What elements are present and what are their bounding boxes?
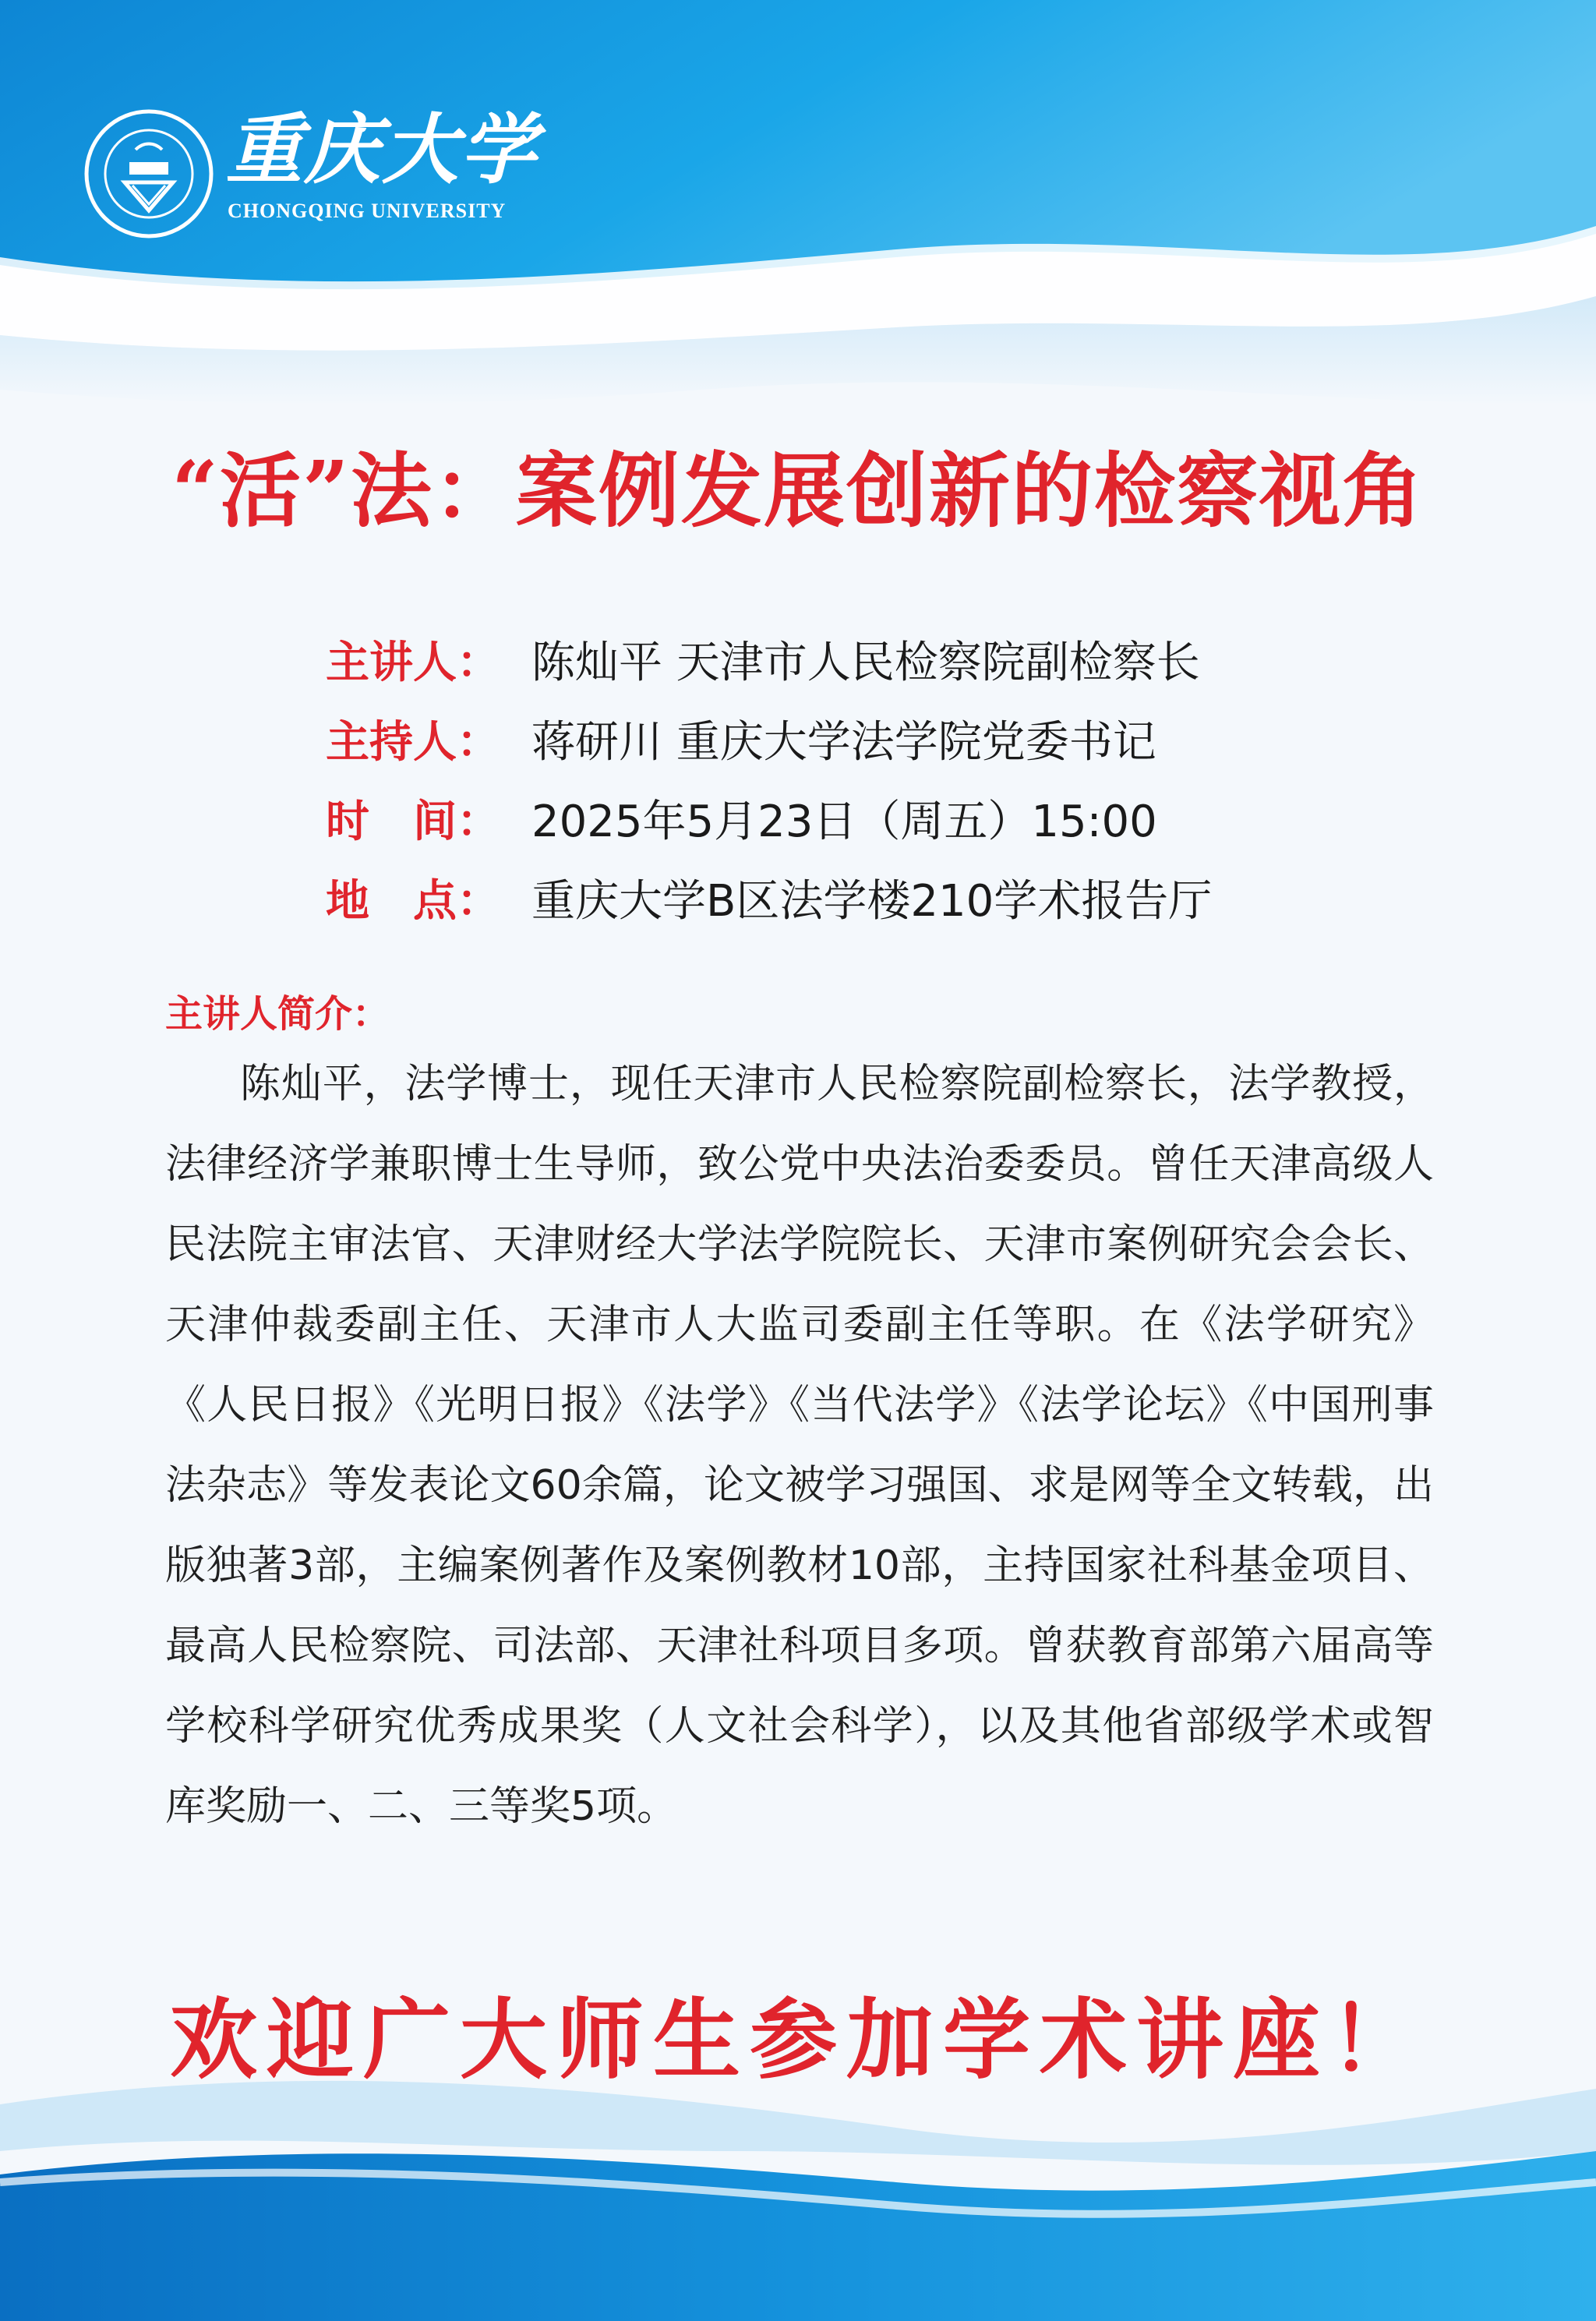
host-row	[326, 703, 1212, 782]
welcome-banner: 欢迎广大师生参加学术讲座！	[170, 1989, 1426, 2091]
location-label: 地 点 ：	[326, 876, 500, 927]
logo-name-cn: 重庆大学	[226, 105, 538, 195]
time-row	[326, 782, 1212, 862]
speaker-label: 主 讲 人 ：	[326, 638, 500, 688]
bio-text: 陈灿平，法学博士，现任天津市人民检察院副检察长，法学教授，法律经济学兼职博士生导师，致公党中央法治委委员。曾任天津高级人民法院主审法官、天津财经大学法学院院长、天津市案例研究会会长、天津仲裁委副主任、天津市人大监司委副主任等职。在《法学研究》《人民日报》《光明日报》《法学》《当代法学》《法学论坛》《中国刑事法杂志》等发表论文60余篇，论文被学习强国、求是网等全文转载，出版独著3部，主编案例著作及案例教材10部，主持国家社科基金项目、最高人民检察院、司法部、天津社科项目多项。曾获教育部第六届高等学校科学研究优秀成果奖（人文社会科学），以及其他省部级学术或智库奖励一、二、三等奖5项。	[165, 1061, 1434, 1830]
logo-name-en: CHONGQING UNIVERSITY	[228, 200, 507, 222]
location-value: 重庆大学B区法学楼210学术报告厅	[531, 876, 1213, 927]
host-label: 主 持 人 ：	[326, 717, 500, 768]
host-value: 蒋研川 重庆大学法学院党委书记	[531, 717, 1156, 768]
time-label: 时 间 ：	[326, 797, 500, 847]
speaker-row	[326, 624, 1212, 703]
time-value: 2025年5月23日（周五）15:00	[531, 797, 1157, 847]
lecture-title: “活”法：案例发展创新的检察视角	[171, 443, 1425, 539]
bio-heading: 主讲人简介：	[165, 992, 390, 1036]
university-seal-logo	[84, 109, 214, 238]
lecture-info	[326, 624, 1212, 941]
speaker-value: 陈灿平 天津市人民检察院副检察长	[531, 638, 1200, 688]
location-row	[326, 862, 1212, 941]
